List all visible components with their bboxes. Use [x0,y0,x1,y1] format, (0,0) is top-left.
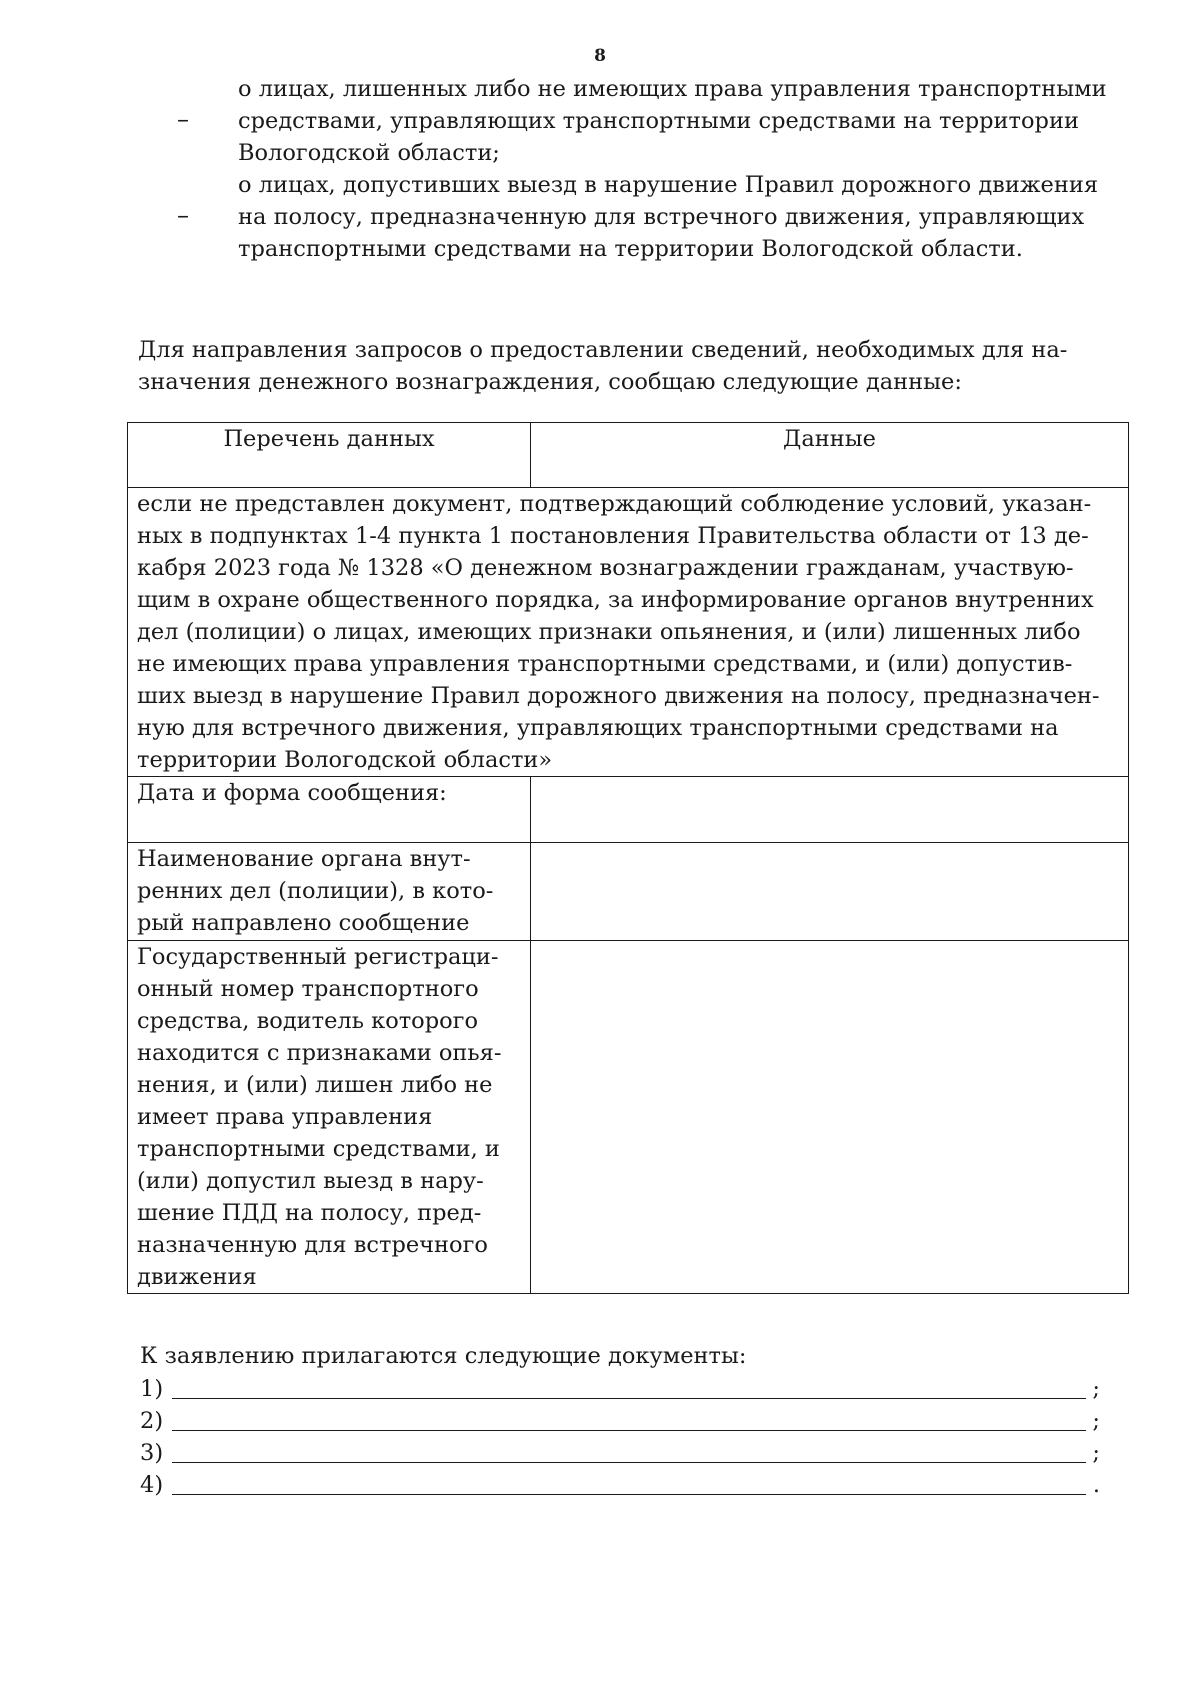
note-line: дел (полиции) о лицах, имеющих признаки опьянения, и (или) лишенных либо [137,619,1081,645]
police-organ-value[interactable] [531,843,1129,941]
note-line: территории Вологодской области» [137,747,553,773]
label-line: рый направлено сообщение [137,910,470,936]
intro-paragraph [138,334,1090,398]
bullet-item-oncoming-lane [177,169,1200,265]
bullet-dash: – [177,105,189,133]
vehicle-number-label [128,941,531,1294]
fill-in-line[interactable] [172,1430,1086,1431]
bullet-text [238,169,1126,265]
label-line: онный номер транспортного [137,976,479,1002]
header-data: Данные [531,423,1129,488]
police-organ-label [128,843,531,941]
data-table [127,422,1129,1294]
intro-line: значения денежного вознаграждения, сообщаю следующие данные: [138,369,962,395]
attached-documents-title: К заявлению прилагаются следующие документы: [140,1343,747,1369]
line-terminator: . [1092,1472,1100,1498]
bullet-line: на полосу, предназначенную для встречного движения, управляющих [238,204,1085,230]
note-line: не имеющих права управления транспортными средствами, и (или) допустив- [137,651,1073,677]
vehicle-number-value[interactable] [531,941,1129,1294]
document-number: 2) [140,1408,164,1434]
label-line: назначенную для встречного [137,1232,488,1258]
bullet-item-deprived-rights [177,73,1200,169]
document-entry-3[interactable] [140,1437,1100,1469]
line-terminator: ; [1092,1376,1100,1402]
document-number: 4) [140,1472,164,1498]
intro-line: Для направления запросов о предоставлении сведений, необходимых для на- [138,337,1068,363]
bullet-dash: – [177,201,189,229]
document-number: 1) [140,1376,164,1402]
note-line: ных в подпунктах 1-4 пункта 1 постановления Правительства области от 13 де- [137,523,1089,549]
label-line: движения [137,1264,257,1290]
table-row-date-form [128,777,1129,843]
bullet-line: о лицах, допустивших выезд в нарушение Правил дорожного движения [238,172,1099,198]
bullet-line: о лицах, лишенных либо не имеющих права управления транспортными [238,76,1107,102]
fill-in-line[interactable] [172,1398,1086,1399]
note-line: ших выезд в нарушение Правил дорожного движения на полосу, предназначен- [137,683,1100,709]
label-line: ренних дел (полиции), в кото- [137,878,494,904]
label-line: Государственный регистраци- [137,944,499,970]
table-row-condition-note [128,488,1129,777]
label-line: находится с признаками опья- [137,1040,502,1066]
note-line: кабря 2023 года № 1328 «О денежном вознаграждении гражданам, участвую- [137,555,1074,581]
label-line: шение ПДД на полосу, пред- [137,1200,482,1226]
label-line: Наименование органа внут- [137,846,471,872]
label-line: нения, и (или) лишен либо не [137,1072,493,1098]
document-number: 3) [140,1440,164,1466]
fill-in-line[interactable] [172,1494,1086,1495]
header-list-of-data: Перечень данных [128,423,531,488]
fill-in-line[interactable] [172,1462,1086,1463]
note-line: щим в охране общественного порядка, за информирование органов внутренних [137,587,1094,613]
table-header-row [128,423,1129,488]
condition-note-cell [128,488,1129,777]
document-entry-4[interactable] [140,1469,1100,1501]
bullet-line: средствами, управляющих транспортными средствами на территории [238,108,1079,134]
line-terminator: ; [1092,1408,1100,1434]
label-line: средства, водитель которого [137,1008,479,1034]
note-line: ную для встречного движения, управляющих транспортными средствами на [137,715,1059,741]
page-number: 8 [594,46,606,66]
table-row-police-organ [128,843,1129,941]
document-entry-1[interactable] [140,1373,1100,1405]
note-line: если не представлен документ, подтверждающий соблюдение условий, указан- [137,491,1092,517]
date-form-value[interactable] [531,777,1129,843]
line-terminator: ; [1092,1440,1100,1466]
bullet-line: Вологодской области; [238,140,500,166]
label-line: (или) допустил выезд в нару- [137,1168,484,1194]
bullet-line: транспортными средствами на территории Вологодской области. [238,236,1023,262]
bullet-text [238,73,1126,169]
label-line: транспортными средствами, и [137,1136,500,1162]
label-line: имеет права управления [137,1104,433,1130]
document-entry-2[interactable] [140,1405,1100,1437]
date-form-label: Дата и форма сообщения: [128,777,531,843]
table-row-vehicle-number [128,941,1129,1294]
